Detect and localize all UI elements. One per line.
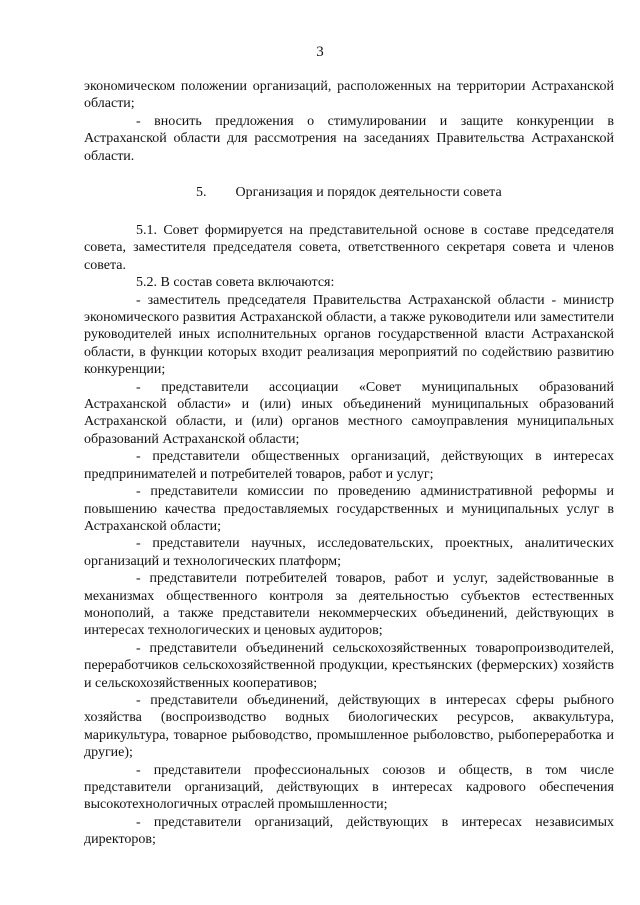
list-item: - представители профессиональных союзов и обществ, в том числе представители организаций, действующих в интересах кадрового обеспечения высокотехнологичных отраслей промышленности;	[84, 762, 614, 813]
list-item: - представители научных, исследовательских, проектных, аналитических организаций и технологических платформ;	[84, 536, 614, 569]
section-number: 5.	[196, 185, 207, 200]
section-heading	[196, 184, 502, 201]
intro-block	[84, 78, 614, 165]
intro-paragraph: экономическом положении организаций, расположенных на территории Астраханской области;	[84, 79, 614, 112]
list-item: - представители объединений, действующих в интересах сферы рыбного хозяйства (воспроизводство водных биологических ресурсов, аквакультура, марикультура, товарное рыбоводство, промышленное рыболовство, рыбопереработка и другие);	[84, 692, 614, 761]
list-item: - представители организаций, действующих в интересах независимых директоров;	[84, 814, 614, 848]
page-number: 3	[316, 44, 324, 60]
section-title: Организация и порядок деятельности совета	[235, 185, 502, 200]
list-item: - представители общественных организаций, действующих в интересах предпринимателей и потребителей товаров, работ и услуг;	[84, 449, 614, 482]
list-item: - представители ассоциации «Совет муниципальных образований Астраханской области» и (или) иных объединений муниципальных образований Астраханской области, и (или) органов местного самоуправления муниципальных образований Астраханской области;	[84, 379, 614, 447]
section-body	[84, 222, 614, 849]
list-item: - представители комиссии по проведению административной реформы и повышению качества предоставляемых государственных и муниципальных услуг в Астраханской области;	[84, 484, 614, 534]
intro-paragraph: - вносить предложения о стимулировании и защите конкуренции в Астраханской области для рассмотрения на заседаниях Правительства Астраханской области.	[84, 113, 614, 164]
paragraph: 5.2. В состав совета включаются:	[136, 275, 335, 291]
list-item: - представители потребителей товаров, работ и услуг, задействованные в механизмах общественного контроля за деятельностью субъектов естественных монополий, а также представители некоммерческих объединений, действующих в интересах технологических и ценовых аудиторов;	[84, 571, 614, 639]
paragraph: 5.1. Совет формируется на представительной основе в составе председателя совета, заместителя председателя совета, ответственного секретаря совета и членов совета.	[84, 223, 614, 273]
list-item: - представители объединений сельскохозяйственных товаропроизводителей, переработчиков сельскохозяйственной продукции, крестьянских (фермерских) хозяйств и сельскохозяйственных кооперативов;	[84, 640, 614, 691]
list-item: - заместитель председателя Правительства Астраханской области - министр экономического развития Астраханской области, а также руководители или заместители руководителей иных исполнительных органов государственной власти Астраханской области, в функции которых входит реализация мероприятий по содействию развитию конкуренции;	[84, 292, 614, 378]
